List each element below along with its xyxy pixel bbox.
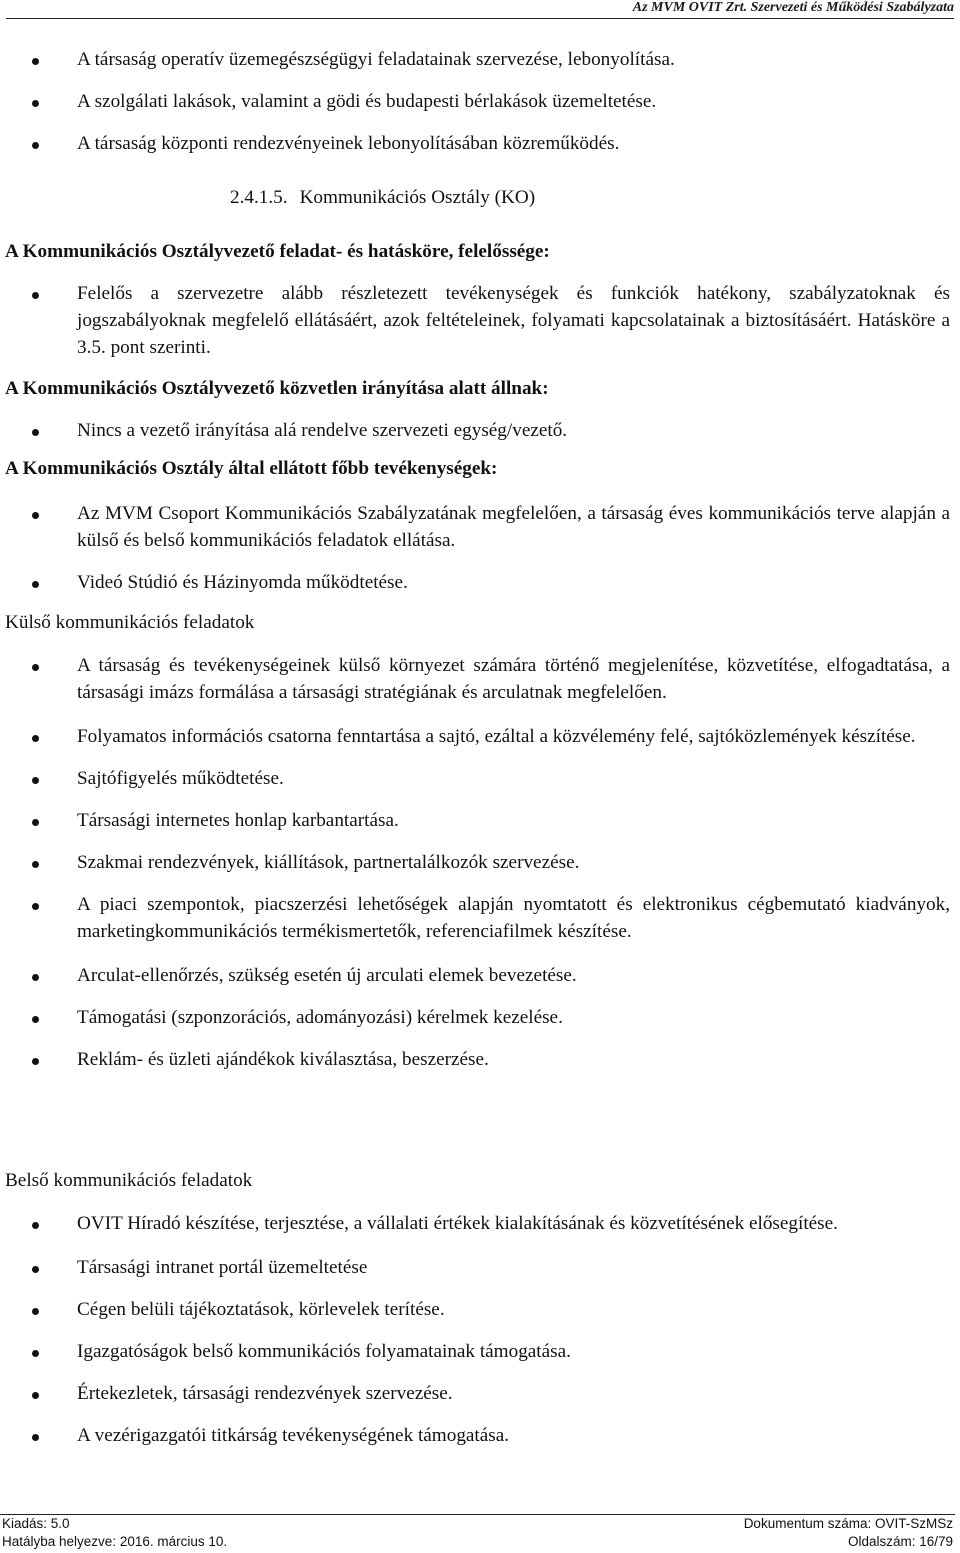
section-name: Kommunikációs Osztály (KO) xyxy=(299,187,536,208)
list-item: Nincs a vezető irányítása alá rendelve szervezeti egység/vezető. xyxy=(0,417,955,444)
heading-internal-communication: Belső kommunikációs feladatok xyxy=(5,1170,253,1191)
footer-edition: Kiadás: 5.0 xyxy=(2,1516,70,1531)
bullet-icon xyxy=(32,1222,39,1229)
bullet-icon xyxy=(32,903,39,910)
bullet-icon xyxy=(32,142,39,149)
heading-responsibilities: A Kommunikációs Osztályvezető feladat- és hatásköre, felelőssége: xyxy=(5,241,550,262)
bullet-icon xyxy=(32,664,39,671)
list-item: Reklám- és üzleti ajándékok kiválasztása, beszerzése. xyxy=(0,1046,955,1073)
bullet-icon xyxy=(32,1392,39,1399)
list-item: OVIT Híradó készítése, terjesztése, a vállalati értékek kialakításának és közvetítésének elősegítése. xyxy=(0,1210,955,1237)
bullet-icon xyxy=(32,1266,39,1273)
list-item: Értekezletek, társasági rendezvények szervezése. xyxy=(0,1380,955,1407)
list-item: A piaci szempontok, piacszerzési lehetőségek alapján nyomtatott és elektronikus cégbemutató kiadványok, marketingkommunikációs termékismertetők, referenciafilmek készítése. xyxy=(0,891,955,945)
list-item: Az MVM Csoport Kommunikációs Szabályzatának megfelelően, a társaság éves kommunikációs terve alapján a külső és belső kommunikációs feladatok ellátása. xyxy=(0,500,955,554)
list-item: Igazgatóságok belső kommunikációs folyamatainak támogatása. xyxy=(0,1338,955,1365)
list-item: Társasági internetes honlap karbantartása. xyxy=(0,807,955,834)
top-list xyxy=(0,46,955,157)
bullet-icon xyxy=(32,735,39,742)
heading-main-activities: A Kommunikációs Osztály által ellátott főbb tevékenységek: xyxy=(5,458,498,479)
list-item: A szolgálati lakások, valamint a gödi és budapesti bérlakások üzemeltetése. xyxy=(0,88,955,115)
list-item: Cégen belüli tájékoztatások, körlevelek terítése. xyxy=(0,1296,955,1323)
list-item: A társaság és tevékenységeinek külső környezet számára történő megjelenítése, közvetítése, elfogadtatása, a társasági imázs formálása a társasági stratégiának és arculatnak megfelelően. xyxy=(0,652,955,706)
bullet-icon xyxy=(32,429,39,436)
page-header: Az MVM OVIT Zrt. Szervezeti és Működési Szabályzata xyxy=(6,0,954,19)
bullet-icon xyxy=(32,1350,39,1357)
page-footer xyxy=(0,1514,955,1551)
top-list-section xyxy=(0,46,955,157)
bullet-icon xyxy=(32,1058,39,1065)
bullet-icon xyxy=(32,861,39,868)
footer-page-number: Oldalszám: 16/79 xyxy=(847,1534,953,1549)
direct-reports-section xyxy=(0,417,955,444)
bullet-icon xyxy=(32,512,39,519)
footer-effective-date: Hatályba helyezve: 2016. március 10. xyxy=(2,1534,228,1549)
internal-communication-section xyxy=(0,1210,955,1449)
list-item: Sajtófigyelés működtetése. xyxy=(0,765,955,792)
bullet-icon xyxy=(32,1016,39,1023)
list-item: A társaság operatív üzemegészségügyi feladatainak szervezése, lebonyolítása. xyxy=(0,46,955,73)
list-item: Folyamatos információs csatorna fenntartása a sajtó, ezáltal a közvélemény felé, sajtóközlemények készítése. xyxy=(0,723,955,750)
bullet-icon xyxy=(32,581,39,588)
bullet-icon xyxy=(32,819,39,826)
bullet-icon xyxy=(32,974,39,981)
heading-direct-reports: A Kommunikációs Osztályvezető közvetlen irányítása alatt állnak: xyxy=(5,378,549,399)
bullet-icon xyxy=(32,58,39,65)
main-activities-section xyxy=(0,500,955,596)
list-item: Társasági intranet portál üzemeltetése xyxy=(0,1254,955,1281)
list-item: Támogatási (szponzorációs, adományozási) kérelmek kezelése. xyxy=(0,1004,955,1031)
bullet-icon xyxy=(32,1308,39,1315)
external-communication-section xyxy=(0,652,955,1073)
section-number: 2.4.1.5. xyxy=(230,187,288,208)
list-item: Arculat-ellenőrzés, szükség esetén új arculati elemek bevezetése. xyxy=(0,962,955,989)
list-item: Felelős a szervezetre alább részletezett tevékenységek és funkciók hatékony, szabályzatoknak és jogszabályoknak megfelelő ellátásáért, azok feltételeinek, folyamati kapcsolatainak a biztosításáért. Hatásköre a 3.5. pont szerinti. xyxy=(0,280,955,361)
footer-doc-number: Dokumentum száma: OVIT-SzMSz xyxy=(743,1516,953,1531)
list-item: Szakmai rendezvények, kiállítások, partnertalálkozók szervezése. xyxy=(0,849,955,876)
bullet-icon xyxy=(32,100,39,107)
bullet-icon xyxy=(32,777,39,784)
heading-external-communication: Külső kommunikációs feladatok xyxy=(5,612,255,633)
bullet-icon xyxy=(32,292,39,299)
list-item: A társaság központi rendezvényeinek lebonyolításában közreműködés. xyxy=(0,130,955,157)
section-title xyxy=(0,184,960,211)
responsibilities-section xyxy=(0,280,955,361)
list-item: Videó Stúdió és Házinyomda működtetése. xyxy=(0,569,955,596)
list-item: A vezérigazgatói titkárság tevékenységének támogatása. xyxy=(0,1422,955,1449)
bullet-icon xyxy=(32,1434,39,1441)
